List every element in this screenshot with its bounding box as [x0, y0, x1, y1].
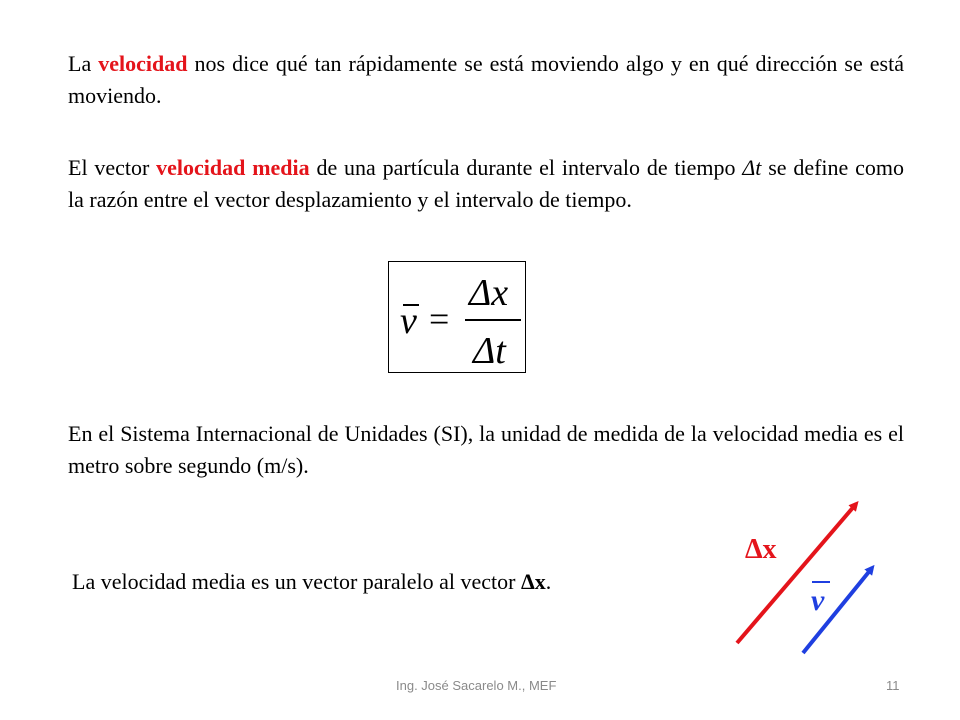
average-velocity-formula — [389, 262, 527, 374]
p2-mid: de una partícula durante el intervalo de tiempo — [309, 155, 743, 180]
si-units-paragraph: En el Sistema Internacional de Unidades (SI), la unidad de medida de la velocidad media es el metro sobre segundo (m/s). — [68, 421, 904, 478]
p2-pre: El vector — [68, 155, 157, 180]
formula-numerator: Δx — [469, 272, 509, 314]
p2-post: se define como la razón entre el vector desplazamiento y el intervalo de tiempo. — [68, 155, 905, 212]
parallel-vector-paragraph — [72, 566, 712, 598]
term-velocidad-media: velocidad media — [156, 155, 310, 180]
p4-vector-dx: Δx — [520, 569, 546, 594]
footer-author: Ing. José Sacarelo M., MEF — [396, 678, 557, 693]
definition-paragraph — [68, 152, 904, 216]
intro-paragraph — [68, 48, 904, 112]
formula-box — [388, 261, 526, 373]
vector-diagram — [720, 490, 890, 665]
displacement-arrow — [737, 504, 856, 643]
term-velocidad: velocidad — [98, 51, 188, 76]
displacement-label: Δx — [745, 534, 777, 565]
p1-pre: La — [68, 51, 99, 76]
p1-post: nos dice qué tan rápidamente se está moviendo algo y en qué dirección se está moviendo. — [68, 51, 904, 108]
p4-post: . — [545, 569, 552, 594]
formula-lhs: v — [400, 300, 417, 342]
formula-denominator: Δt — [473, 330, 506, 372]
formula-equals: = — [429, 299, 450, 339]
slide-footer — [0, 678, 960, 698]
velocity-label: v — [811, 584, 825, 617]
page-number: 11 — [886, 678, 900, 693]
p4-pre: La velocidad media es un vector paralelo al vector — [72, 569, 521, 594]
velocity-bar-accent — [812, 581, 830, 583]
delta-t-symbol: Δt — [742, 155, 762, 180]
